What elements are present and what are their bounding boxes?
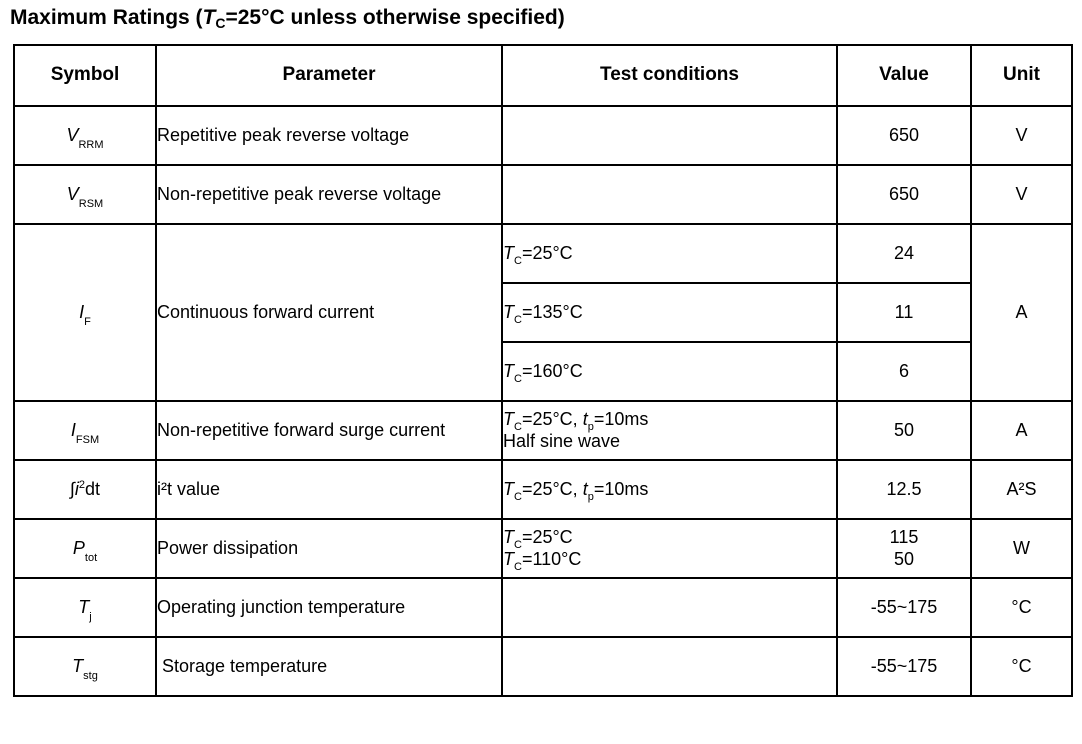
- parameter-cell: i²t value: [156, 460, 502, 519]
- table-row: [14, 224, 1072, 283]
- symbol-cell: $\int i^2dt$: [14, 460, 156, 519]
- unit-cell: °C: [971, 637, 1072, 696]
- header-parameter: Parameter: [156, 45, 502, 106]
- conditions-cell: $T_C=25^\circ C$, $t_p=10ms$ Half sine wave: [502, 401, 837, 460]
- conditions-cell: [502, 578, 837, 637]
- unit-cell: A: [971, 401, 1072, 460]
- unit-cell: A²S: [971, 460, 1072, 519]
- header-test-conditions: Test conditions: [502, 45, 837, 106]
- symbol-cell: $I_{FSM}$: [14, 401, 156, 460]
- unit-cell: V: [971, 106, 1072, 165]
- conditions-cell: [502, 106, 837, 165]
- symbol-cell: $T_j$: [14, 578, 156, 637]
- conditions-cell: [502, 637, 837, 696]
- conditions-cell: $T_C=25^\circ C$: [502, 224, 837, 283]
- header-unit: Unit: [971, 45, 1072, 106]
- symbol-cell: $V_{RRM}$: [14, 106, 156, 165]
- value-cell: 11: [837, 283, 971, 342]
- unit-cell: °C: [971, 578, 1072, 637]
- value-cell: -55~175: [837, 637, 971, 696]
- symbol-cell: $I_F$: [14, 224, 156, 401]
- value-cell: 12.5: [837, 460, 971, 519]
- page-title: Maximum Ratings ($T_C=25^\circ C$ unless otherwise specified): [10, 6, 565, 31]
- conditions-cell: $T_C=160^\circ C$: [502, 342, 837, 401]
- table-row: [14, 165, 1072, 224]
- value-cell: 50: [837, 401, 971, 460]
- parameter-cell: Storage temperature: [156, 637, 502, 696]
- conditions-cell: [502, 165, 837, 224]
- value-cell: 650: [837, 165, 971, 224]
- parameter-cell: Continuous forward current: [156, 224, 502, 401]
- unit-cell: A: [971, 224, 1072, 401]
- header-value: Value: [837, 45, 971, 106]
- value-cell: 650: [837, 106, 971, 165]
- value-cell: 115 50: [837, 519, 971, 578]
- table-row: [14, 106, 1072, 165]
- value-cell: 6: [837, 342, 971, 401]
- header-symbol: Symbol: [14, 45, 156, 106]
- conditions-cell: $T_C=135^\circ C$: [502, 283, 837, 342]
- unit-cell: V: [971, 165, 1072, 224]
- table-row: [14, 578, 1072, 637]
- unit-cell: W: [971, 519, 1072, 578]
- symbol-cell: $P_{tot}$: [14, 519, 156, 578]
- table-row: [14, 637, 1072, 696]
- symbol-cell: $T_{stg}$: [14, 637, 156, 696]
- conditions-cell: $T_C=25^\circ C$, $t_p=10ms$: [502, 460, 837, 519]
- maximum-ratings-table: [13, 44, 1073, 697]
- conditions-cell: $T_C=25^\circ C$ $T_C=110^\circ C$: [502, 519, 837, 578]
- parameter-cell: Non-repetitive forward surge current: [156, 401, 502, 460]
- parameter-cell: Power dissipation: [156, 519, 502, 578]
- value-cell: -55~175: [837, 578, 971, 637]
- parameter-cell: Repetitive peak reverse voltage: [156, 106, 502, 165]
- symbol-cell: $V_{RSM}$: [14, 165, 156, 224]
- parameter-cell: Non-repetitive peak reverse voltage: [156, 165, 502, 224]
- table-row: [14, 460, 1072, 519]
- parameter-cell: Operating junction temperature: [156, 578, 502, 637]
- value-cell: 24: [837, 224, 971, 283]
- table-row: [14, 401, 1072, 460]
- table-header-row: [14, 45, 1072, 106]
- table-row: [14, 519, 1072, 578]
